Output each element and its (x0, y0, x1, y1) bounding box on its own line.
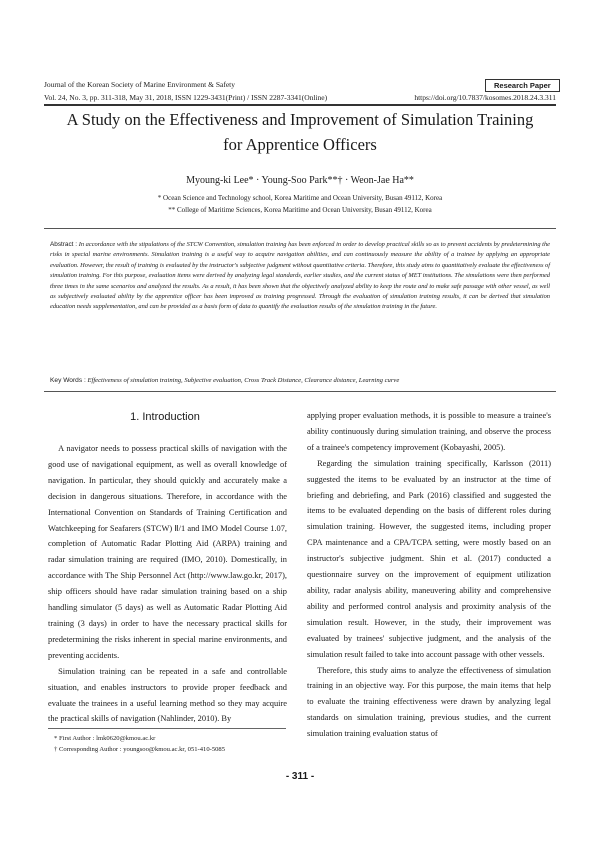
keywords-label: Key Words : (50, 377, 86, 384)
header-rule (44, 104, 556, 106)
issue-info: Vol. 24, No. 3, pp. 311-318, May 31, 2018, ISSN 1229-3431(Print) / ISSN 2287-3341(Online) (44, 93, 328, 102)
left-column (48, 441, 287, 727)
keywords-text: Effectiveness of simulation training, Subjective evaluation, Cross Track Distance, Clearance distance, Learning curve (87, 377, 400, 384)
paragraph: applying proper evaluation methods, it is possible to measure a trainee's ability continuously during simulation training, and observe the process of a trainee's competency improvement (Kobayashi, 2005). (307, 411, 551, 452)
abstract-label: Abstract : (50, 241, 78, 248)
abstract-text: In accordance with the stipulations of the STCW Convention, simulation training has been enforced in order to develop practical skills so as to prevent accidents by predetermining the risks in special marine environments. Simulation training is a useful way to acquire navigation abilities, and can continuously measure the ability of a trainee by applying an appropriate evaluation. However, the result of training is evaluated by the instructor's subjective judgment without quantitative criteria. Therefore, this study aims to quantitatively evaluate the effectiveness of simulation training. For this purpose, evaluation items were derived by analyzing legal standards, earlier studies, and the current status of MET institutions. The simulations were then performed three times in the same scenarios and analyzed the results. As a result, it has been shown that the objectively analyzed ability to keep the route and to make safe passage with other vessel, as well as subjectively evaluated ability by the apprentice officer has been improved as training progressed. Through the evaluation of simulation training results, it can be derived that simulation education needs supplementation, and can be provided as a basis form of data to quantify the evaluation results of the simulation training in the future. (50, 241, 550, 311)
footnote-first-author: * First Author : lmk0620@kmou.ac.kr (54, 735, 156, 742)
paper-title-line-1: A Study on the Effectiveness and Improvement of Simulation Training (66, 110, 534, 129)
paper-title-line-2: for Apprentice Officers (223, 135, 377, 154)
paragraph: Regarding the simulation training specifically, Karlsson (2011) suggested the items to be evaluated by an instructor at the time of briefing and debriefing, and Park (2016) classified and suggested the items to be evaluated depending on the basis of different roles during simulation training. However, the suggested items, including proper CPA maintenance and a CPA/TCPA setting, were mostly based on an instructor's subjective judgment. Shin et al. (2017) conducted a questionnaire survey on the improvement of equipment utilization ability, radar analysis ability, maneuvering ability and comprehensive ability and performed control analysis and proximity analysis of the simulation result. However, in the study, their improvement was evaluated by trainees' subjective judgment, and the analysis of the simulation result failed to take into account passage with other vessels. (307, 458, 551, 659)
abstract-top-rule (44, 228, 556, 229)
keywords (50, 376, 550, 386)
affiliation-1: * Ocean Science and Technology school, Korea Maritime and Ocean University, Busan 49112, Korea (157, 194, 443, 202)
article-type-badge: Research Paper (485, 79, 560, 92)
keywords-bottom-rule (44, 391, 556, 392)
abstract (50, 240, 550, 313)
right-column (307, 408, 551, 742)
footnote-rule (48, 728, 286, 729)
page-number: - 311 - (285, 771, 315, 782)
paragraph: Therefore, this study aims to analyze the effectiveness of simulation training in an objective way. For this purpose, the main items that help to evaluate the training effectiveness were drawn by analyzing legal standards on simulation training, previous studies, and the current simulation training evaluation status of (307, 665, 551, 739)
affiliation-2: ** College of Maritime Sciences, Korea Maritime and Ocean University, Busan 49112, Korea (168, 206, 432, 214)
paragraph: Simulation training can be repeated in a safe and controllable situation, and enables instructors to provide proper feedback and evaluate the trainees in a useful learning method so they may acquire the practical skills of navigation (Nahlinder, 2010). By (48, 666, 287, 724)
doi-link[interactable]: https://doi.org/10.7837/kosomes.2018.24.3.311 (414, 93, 556, 102)
footnote-corresponding-author: † Corresponding Author : youngsoo@kmou.ac.kr, 051-410-5085 (54, 746, 226, 753)
section-heading-introduction: 1. Introduction (130, 411, 200, 423)
journal-name: Journal of the Korean Society of Marine Environment & Safety (44, 80, 235, 89)
author-list: Myoung-ki Lee* · Young-Soo Park**† · Weon-Jae Ha** (186, 175, 414, 186)
paragraph: A navigator needs to possess practical skills of navigation with the good use of navigational equipment, as well as overall knowledge of navigation. In particular, they should quickly and accurately make a decision in dangerous situations. Therefore, in accordance with the International Convention on Standards of Training Certification and Watchkeeping for Seafarers (STCW) Ⅱ/1 and IMO Model Course 1.07, completion of Automatic Radar Plotting Aid (ARPA) training and radar simulation training are required (IMO, 2010). Domestically, in accordance with The Ship Personnel Act (http://www.law.go.kr, 2017), ship officers should have radar simulation training based on a ship handling simulator (5 days) as well as Automatic Radar Plotting Aid training (3 days) in order to have the necessary practical skills for predetermining the risks inherent in special marine environments, and preventing accidents. (48, 444, 287, 660)
